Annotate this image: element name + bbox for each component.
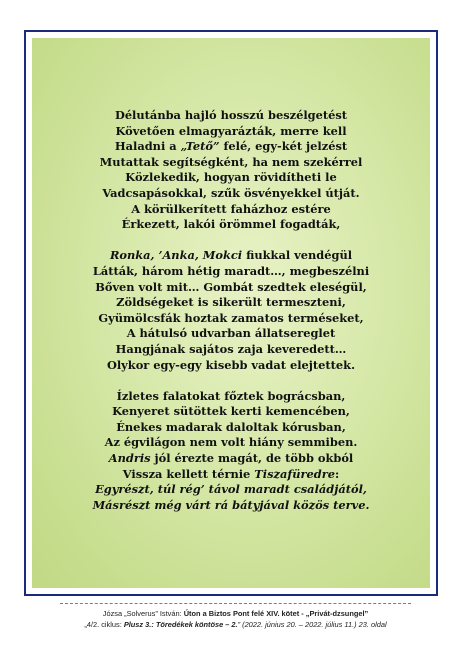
poem-line-segment: Bőven volt mit… Gombát szedtek eleségül, xyxy=(95,279,367,294)
poem-line-segment: Mutattak segítségként, ha nem szekérrel xyxy=(99,154,363,169)
poem-line-segment: A körülkerített faházhoz estére xyxy=(131,201,331,216)
poem-line xyxy=(32,186,430,202)
footer-segment: Úton a Biztos Pont felé XIV. kötet - „Privát-dzsungel” xyxy=(183,609,369,618)
poem-line-segment: : xyxy=(334,466,340,481)
poem-line-segment: Egyrészt, túl rég’ távol maradt családjától, xyxy=(95,482,367,497)
footer xyxy=(0,608,471,630)
poem-line xyxy=(32,217,430,233)
poem-line xyxy=(32,264,430,280)
poem-line xyxy=(32,404,430,420)
poem-line-segment: Délutánba hajló hosszú beszélgetést xyxy=(114,108,348,122)
poem-line-segment: „Tető” xyxy=(180,139,220,154)
poem xyxy=(32,108,430,529)
poem-line-segment: Látták, három hétig maradt…, megbeszélni xyxy=(92,263,370,278)
poem-line-segment: Ronka, ’Anka, Mokci xyxy=(109,248,243,263)
poem-line-segment: Vissza kellett térnie xyxy=(122,466,255,481)
poem-line xyxy=(32,326,430,342)
poem-line-segment: Másrészt még várt rá bátyjával közös terve. xyxy=(92,497,370,512)
poem-line xyxy=(32,124,430,140)
footer-segment: „4/2. ciklus: xyxy=(84,620,124,629)
poem-line-segment: Olykor egy-egy kisebb vadat elejtettek. xyxy=(106,357,356,372)
poem-line xyxy=(32,451,430,467)
poem-line xyxy=(32,170,430,186)
footer-segment: Plusz 3.: Töredékek köntöse – 2. xyxy=(123,620,238,629)
poem-line-segment: A hátulsó udvarban állatsereglet xyxy=(126,326,336,341)
poem-line-segment: Érkezett, lakói örömmel fogadták, xyxy=(121,217,341,232)
poem-line-segment: Az égvilágon nem volt hiány semmiben. xyxy=(104,435,358,450)
poem-line xyxy=(32,155,430,171)
poem-line xyxy=(32,139,430,155)
poem-line-segment: Hangjának sajátos zaja keveredett… xyxy=(115,341,347,356)
poem-line xyxy=(32,311,430,327)
poem-line-segment: jól érezte magát, de több okból xyxy=(150,451,354,466)
footer-segment: ” (2022. június 20. – 2022. július 11.) 23. oldal xyxy=(237,620,387,629)
poem-line xyxy=(32,108,430,124)
footer-line-2 xyxy=(0,619,471,630)
poem-line-segment: Ízletes falatokat főztek bográcsban, xyxy=(116,388,346,403)
poem-line xyxy=(32,248,430,264)
stanza xyxy=(32,389,430,514)
page-frame xyxy=(24,30,438,596)
poem-line xyxy=(32,280,430,296)
footer-line-1 xyxy=(0,608,471,619)
poem-line xyxy=(32,467,430,483)
poem-background xyxy=(32,38,430,588)
poem-line xyxy=(32,358,430,374)
footer-segment: Józsa „Solverus” István: xyxy=(102,609,184,618)
poem-line xyxy=(32,342,430,358)
poem-line-segment: Közlekedik, hogyan rövidítheti le xyxy=(125,170,337,185)
poem-line-segment: Tiszafüredre xyxy=(254,466,335,481)
poem-line xyxy=(32,295,430,311)
poem-line xyxy=(32,435,430,451)
poem-line xyxy=(32,498,430,514)
poem-line-segment: Vadcsapásokkal, szűk ösvényekkel útját. xyxy=(102,185,360,200)
stanza xyxy=(32,108,430,233)
poem-line-segment: Zöldségeket is sikerült termeszteni, xyxy=(116,295,346,310)
poem-line-segment: fiukkal vendégül xyxy=(242,248,353,263)
poem-line-segment: Gyümölcsfák hoztak zamatos terméseket, xyxy=(98,310,364,325)
poem-line xyxy=(32,202,430,218)
poem-line xyxy=(32,420,430,436)
poem-line-segment: Kenyeret sütöttek kerti kemencében, xyxy=(112,404,350,419)
footer-divider xyxy=(60,603,411,604)
poem-line-segment: Haladni a xyxy=(114,139,181,154)
poem-line-segment: Énekes madarak daloltak kórusban, xyxy=(116,419,346,434)
poem-line xyxy=(32,482,430,498)
poem-line-segment: felé, egy-két jelzést xyxy=(219,139,348,154)
stanza xyxy=(32,248,430,373)
poem-line-segment: Andris xyxy=(108,451,151,466)
poem-line-segment: Követően elmagyarázták, merre kell xyxy=(115,123,347,138)
poem-line xyxy=(32,389,430,405)
